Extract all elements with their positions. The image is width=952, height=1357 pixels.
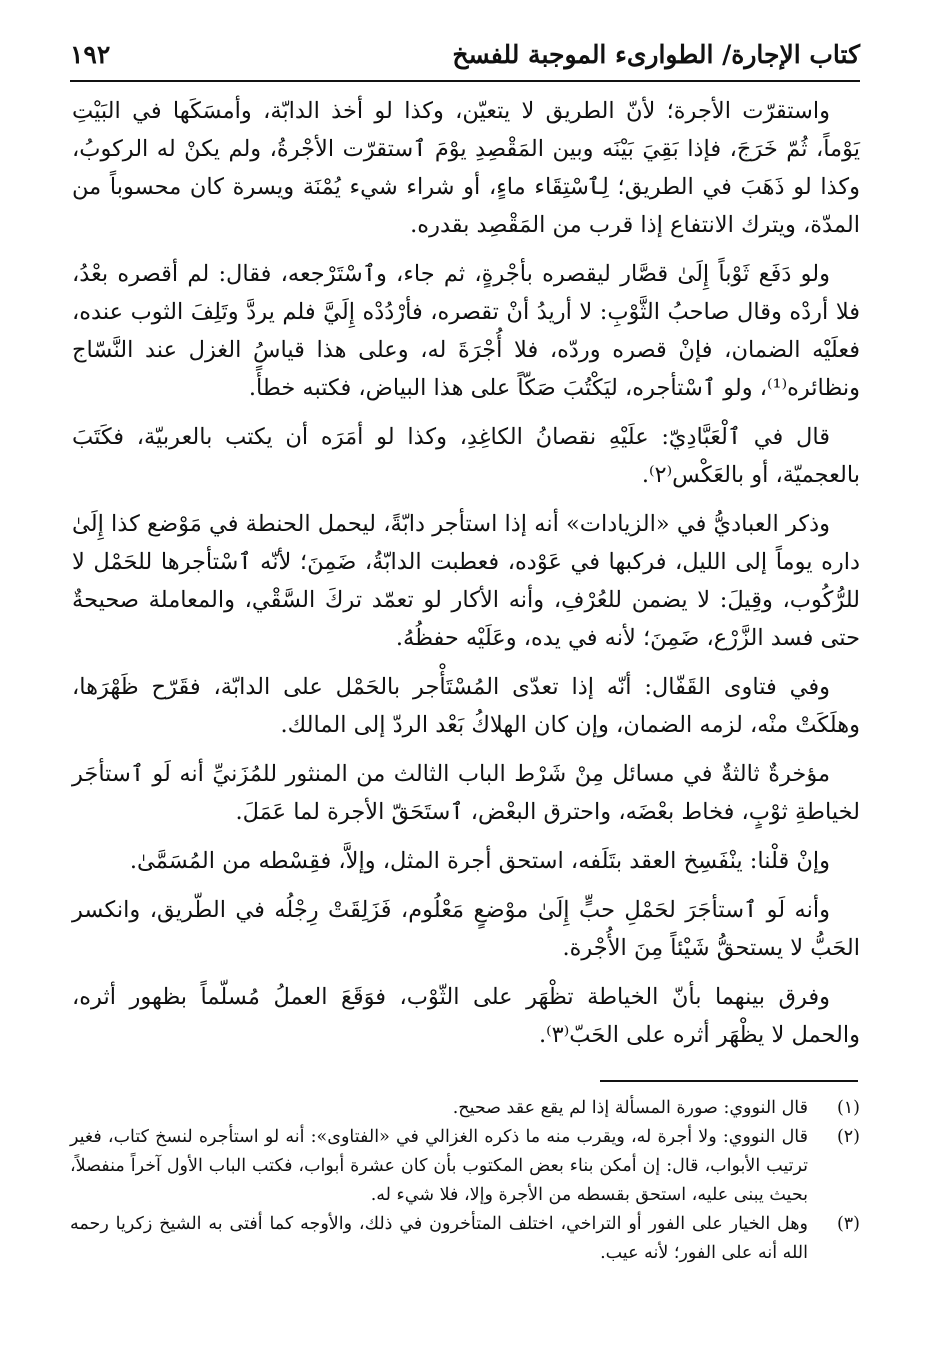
footnote-number: (١) <box>836 1098 860 1118</box>
paragraph: وذكر العباديُّ في «الزيادات» أنه إذا استأجر دابّةً، ليحمل الحنطة في مَوْضع كذا إِلَىٰ داره يوماً إلى الليل، فركبها في عَوْده، فعطبت الدابّةُ، ضَمِنَ؛ لأنّه ٱسْتأجرها للحَمْل لا للرُّكُوب، وقِيلَ: لا يضمن للعُرْفِ، وأنه الأكار لو تعمّد تركَ السَّقْي، والمعاملة صحيحةٌ حتى فسد الزَّرْع، ضَمِنَ؛ لأنه في يده، وعَلَيْه حفظُهُ. <box>72 511 860 651</box>
paragraph: وفرق بينهما بأنّ الخياطة تظْهَر على الثّوْب، فوَقَعَ العملُ مُسلّماً بظهور أثره، والحمل لا يظْهَر أثره على الحَبّ⁽٣⁾. <box>72 984 860 1048</box>
paragraph: ولو دَفَع ثَوْباً إِلَىٰ قصَّار ليقصره بأجْرةٍ، ثم جاء، وٱسْتَرْجعه، فقال: لم أقصره بعْدُ، فلا أردْه وقال صاحبُ الثَّوْبِ: لا أريدُ أنْ تقصره، فأرْدُدْه إِلَيَّ فلم يردَّ وتَلِفَ الثوب عنده، فعلَيْه الضمان، فإنْ قصره وردّه، فلا أُجْرَةَ له، وعلى هذا قياسُ الغزل عند النَّسّاج ونظائره⁽¹⁾، ولو ٱسْتأجره، ليَكْتُبَ صَكّاً على هذا البياض، فكتبه خطأً. <box>72 261 860 401</box>
page-number: ١٩٢ <box>70 40 111 69</box>
footnote-text: وهل الخيار على الفور أو التراخي، اختلف المتأخرون في ذلك، والأوجه كما أفتى به الشيخ زكريا رحمه الله أنه على الفور؛ لأنه عيب. <box>70 1214 808 1263</box>
header-title: كتاب الإجارة/ الطوارىء الموجبة للفسخ <box>452 40 860 69</box>
paragraph: مؤخرةٌ ثالثةٌ في مسائل مِنْ شَرْط الباب الثالث من المنثور للمُزَنيِّ أنه لَو ٱستأجَر لخياطةِ ثوْبٍ، فخاط بعْضَه، واحترق البعْض، ٱستَحَقّ الأجرة لما عَمَلَ. <box>72 761 860 825</box>
footnote-text: قال النووي: ولا أجرة له، ويقرب منه ما ذكره الغزالي في «الفتاوى»: أنه لو استأجره لنسخ كتاب، فغير ترتيب الأبواب، قال: إن أمكن بناء بعض المكتوب بأن كان عشرة أبواب، فكتب الباب الأول آخراً منفصلاً، بحيث يبنى عليه، استحق بقسطه من الأجرة وإلا، فلا شيء له. <box>70 1127 808 1205</box>
footnotes <box>70 1094 860 1268</box>
paragraph: وأنه لَو ٱستأجَرَ لحَمْلِ حبٍّ إِلَىٰ موْضعٍ مَعْلُوم، فَزَلِقَتْ رِجْلُه في الطّريق، وانكسر الحَبُّ لا يستحقُّ شَيْئاً مِنَ الأُجْرة. <box>72 897 860 961</box>
footnote-text: قال النووي: صورة المسألة إذا لم يقع عقد صحيح. <box>452 1098 808 1118</box>
footnote-number: (٣) <box>836 1214 860 1234</box>
footnote-separator <box>600 1080 858 1082</box>
footnote <box>70 1210 860 1268</box>
paragraph: قال في ٱلْعَبَّادِيّ: علَيْهِ نقصانُ الكاغِدِ، وكذا لو أمَرَه أن يكتب بالعربيّة، فكَتَبَ بالعجميّة، أو بالعَكْس⁽٢⁾. <box>72 424 860 488</box>
paragraph: واستقرّت الأجرة؛ لأنّ الطريق لا يتعيّن، وكذا لو أخذ الدابّة، وأمسَكَها في البَيْتِ يَوْماً، ثُمّ خَرَجَ، فإذا بَقِيَ بَيْنَه وبين المَقْصِدِ يوْمَ ٱستقرّت الأجْرةُ، ولم يكنْ له الركوبُ، وكذا لو ذَهَبَ في الطريق؛ لِٱسْتِقَاء ماءٍ، أو شراء شيء يُمْنَة ويسرة كان محسوباً من المدّة، ويترك الانتفاع إذا قرب من المَقْصِد بقدره. <box>72 98 860 238</box>
main-text <box>72 92 860 1065</box>
footnote <box>70 1094 860 1123</box>
footnote-number: (٢) <box>836 1127 860 1147</box>
paragraph: وفي فتاوى القَفّال: أنّه إذا تعدّى المُسْتَأْجر بالحَمْل على الدابّة، فقَرّح ظَهْرَها، وهلَكَتْ منْه، لزمه الضمان، وإن كان الهلاكُ بَعْد الردّ إلى المالك. <box>72 674 860 738</box>
running-header <box>70 38 860 82</box>
paragraph: وإنْ قلْنا: ينْفَسِخ العقد بتَلَفه، استحق أجرة المثل، وإلاَّ، فقِسْطه من المُسَمَّىٰ. <box>129 848 830 874</box>
footnote <box>70 1123 860 1210</box>
